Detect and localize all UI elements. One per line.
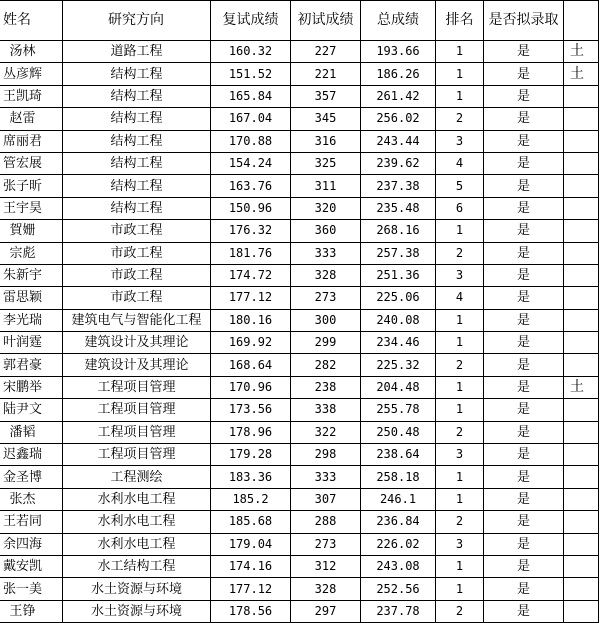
cell-admitted[interactable]: 是 (484, 399, 564, 421)
cell-total-score[interactable]: 268.16 (361, 220, 436, 242)
cell-retest-score[interactable]: 178.56 (211, 600, 291, 622)
cell-retest-score[interactable]: 170.96 (211, 376, 291, 398)
cell-name[interactable]: 賀姗 (0, 220, 63, 242)
cell-direction[interactable]: 工程项目管理 (63, 421, 211, 443)
cell-initial-score[interactable]: 238 (291, 376, 361, 398)
cell-admitted[interactable]: 是 (484, 578, 564, 600)
cell-initial-score[interactable]: 333 (291, 242, 361, 264)
table-row (0, 466, 599, 488)
cell-retest-score[interactable]: 180.16 (211, 309, 291, 331)
cell-direction[interactable]: 市政工程 (63, 264, 211, 286)
cell-admitted[interactable]: 是 (484, 376, 564, 398)
header-initial-score[interactable]: 初试成绩 (291, 1, 361, 41)
cell-direction[interactable]: 水土资源与环境 (63, 578, 211, 600)
cell-extra[interactable] (564, 220, 599, 242)
cell-direction[interactable]: 结构工程 (63, 130, 211, 152)
cell-name[interactable]: 席丽君 (0, 130, 63, 152)
cell-name[interactable]: 管宏展 (0, 152, 63, 174)
cell-rank[interactable]: 1 (436, 85, 484, 107)
cell-initial-score[interactable]: 288 (291, 511, 361, 533)
cell-initial-score[interactable]: 299 (291, 332, 361, 354)
cell-retest-score[interactable]: 168.64 (211, 354, 291, 376)
cell-total-score[interactable]: 186.26 (361, 63, 436, 85)
cell-rank[interactable]: 1 (436, 41, 484, 63)
cell-name[interactable]: 宋鹏举 (0, 376, 63, 398)
cell-admitted[interactable]: 是 (484, 63, 564, 85)
header-rank[interactable]: 排名 (436, 1, 484, 41)
cell-total-score[interactable]: 243.44 (361, 130, 436, 152)
cell-retest-score[interactable]: 169.92 (211, 332, 291, 354)
cell-initial-score[interactable]: 338 (291, 399, 361, 421)
cell-total-score[interactable]: 256.02 (361, 108, 436, 130)
cell-admitted[interactable]: 是 (484, 555, 564, 577)
cell-retest-score[interactable]: 179.04 (211, 533, 291, 555)
cell-name[interactable]: 汤林 (0, 41, 63, 63)
table-row (0, 555, 599, 577)
cell-rank[interactable]: 3 (436, 264, 484, 286)
cell-extra[interactable] (564, 600, 599, 622)
table-row (0, 354, 599, 376)
cell-rank[interactable]: 2 (436, 511, 484, 533)
cell-total-score[interactable]: 193.66 (361, 41, 436, 63)
table-row (0, 220, 599, 242)
cell-name[interactable]: 张杰 (0, 488, 63, 510)
cell-retest-score[interactable]: 179.28 (211, 444, 291, 466)
cell-retest-score[interactable]: 163.76 (211, 175, 291, 197)
cell-total-score[interactable]: 204.48 (361, 376, 436, 398)
cell-extra[interactable] (564, 264, 599, 286)
cell-extra[interactable] (564, 309, 599, 331)
cell-initial-score[interactable]: 320 (291, 197, 361, 219)
cell-rank[interactable]: 2 (436, 108, 484, 130)
cell-extra[interactable] (564, 130, 599, 152)
cell-name[interactable]: 戴安凯 (0, 555, 63, 577)
header-extra[interactable] (564, 1, 599, 41)
cell-direction[interactable]: 工程项目管理 (63, 376, 211, 398)
cell-admitted[interactable]: 是 (484, 354, 564, 376)
cell-extra[interactable] (564, 444, 599, 466)
cell-extra[interactable] (564, 197, 599, 219)
cell-total-score[interactable]: 239.62 (361, 152, 436, 174)
cell-name[interactable]: 叶润霆 (0, 332, 63, 354)
cell-direction[interactable]: 建筑设计及其理论 (63, 354, 211, 376)
cell-name[interactable]: 王若同 (0, 511, 63, 533)
cell-name[interactable]: 朱新宇 (0, 264, 63, 286)
cell-rank[interactable]: 1 (436, 399, 484, 421)
cell-rank[interactable]: 1 (436, 332, 484, 354)
cell-retest-score[interactable]: 185.68 (211, 511, 291, 533)
cell-name[interactable]: 金圣博 (0, 466, 63, 488)
cell-name[interactable]: 雷思颖 (0, 287, 63, 309)
cell-retest-score[interactable]: 177.12 (211, 287, 291, 309)
cell-direction[interactable]: 水工结构工程 (63, 555, 211, 577)
cell-admitted[interactable]: 是 (484, 220, 564, 242)
table-row (0, 108, 599, 130)
cell-initial-score[interactable]: 325 (291, 152, 361, 174)
cell-name[interactable]: 迟鑫瑞 (0, 444, 63, 466)
cell-initial-score[interactable]: 297 (291, 600, 361, 622)
cell-direction[interactable]: 市政工程 (63, 287, 211, 309)
cell-rank[interactable]: 1 (436, 488, 484, 510)
cell-initial-score[interactable]: 227 (291, 41, 361, 63)
cell-direction[interactable]: 道路工程 (63, 41, 211, 63)
cell-name[interactable]: 潘韬 (0, 421, 63, 443)
cell-direction[interactable]: 结构工程 (63, 108, 211, 130)
cell-initial-score[interactable]: 322 (291, 421, 361, 443)
cell-direction[interactable]: 结构工程 (63, 175, 211, 197)
cell-initial-score[interactable]: 328 (291, 264, 361, 286)
cell-name[interactable]: 李光瑞 (0, 309, 63, 331)
cell-rank[interactable]: 4 (436, 152, 484, 174)
cell-admitted[interactable]: 是 (484, 511, 564, 533)
cell-rank[interactable]: 1 (436, 466, 484, 488)
cell-initial-score[interactable]: 333 (291, 466, 361, 488)
cell-extra[interactable]: 土 (564, 376, 599, 398)
cell-retest-score[interactable]: 185.2 (211, 488, 291, 510)
cell-extra[interactable] (564, 555, 599, 577)
table-row (0, 152, 599, 174)
cell-extra[interactable] (564, 466, 599, 488)
table-row (0, 175, 599, 197)
cell-rank[interactable]: 3 (436, 533, 484, 555)
cell-direction[interactable]: 水利水电工程 (63, 533, 211, 555)
cell-retest-score[interactable]: 167.04 (211, 108, 291, 130)
cell-name[interactable]: 张子昕 (0, 175, 63, 197)
cell-extra[interactable] (564, 488, 599, 510)
cell-extra[interactable] (564, 175, 599, 197)
cell-rank[interactable]: 4 (436, 287, 484, 309)
header-retest-score[interactable]: 复试成绩 (211, 1, 291, 41)
cell-name[interactable]: 丛彦辉 (0, 63, 63, 85)
cell-rank[interactable]: 1 (436, 309, 484, 331)
table-row (0, 63, 599, 85)
cell-direction[interactable]: 结构工程 (63, 197, 211, 219)
cell-total-score[interactable]: 258.18 (361, 466, 436, 488)
header-row (0, 1, 599, 41)
cell-extra[interactable] (564, 511, 599, 533)
cell-retest-score[interactable]: 183.36 (211, 466, 291, 488)
cell-rank[interactable]: 3 (436, 444, 484, 466)
table-row (0, 287, 599, 309)
table-row (0, 578, 599, 600)
header-total-score[interactable]: 总成绩 (361, 1, 436, 41)
cell-initial-score[interactable]: 316 (291, 130, 361, 152)
cell-initial-score[interactable]: 298 (291, 444, 361, 466)
cell-retest-score[interactable]: 178.96 (211, 421, 291, 443)
table-row (0, 421, 599, 443)
table-row (0, 399, 599, 421)
cell-extra[interactable] (564, 399, 599, 421)
cell-rank[interactable]: 1 (436, 376, 484, 398)
cell-admitted[interactable]: 是 (484, 444, 564, 466)
cell-initial-score[interactable]: 360 (291, 220, 361, 242)
cell-rank[interactable]: 2 (436, 421, 484, 443)
cell-rank[interactable]: 2 (436, 600, 484, 622)
cell-extra[interactable] (564, 533, 599, 555)
cell-direction[interactable]: 市政工程 (63, 242, 211, 264)
table-row (0, 533, 599, 555)
cell-rank[interactable]: 3 (436, 130, 484, 152)
cell-total-score[interactable]: 252.56 (361, 578, 436, 600)
cell-admitted[interactable]: 是 (484, 175, 564, 197)
table-row (0, 242, 599, 264)
cell-admitted[interactable]: 是 (484, 287, 564, 309)
cell-total-score[interactable]: 237.38 (361, 175, 436, 197)
cell-admitted[interactable]: 是 (484, 85, 564, 107)
cell-direction[interactable]: 水土资源与环境 (63, 600, 211, 622)
table-row (0, 376, 599, 398)
cell-initial-score[interactable]: 300 (291, 309, 361, 331)
cell-total-score[interactable]: 261.42 (361, 85, 436, 107)
cell-extra[interactable] (564, 578, 599, 600)
cell-initial-score[interactable]: 311 (291, 175, 361, 197)
cell-name[interactable]: 余四海 (0, 533, 63, 555)
cell-total-score[interactable]: 237.78 (361, 600, 436, 622)
cell-direction[interactable]: 水利水电工程 (63, 511, 211, 533)
cell-admitted[interactable]: 是 (484, 242, 564, 264)
cell-direction[interactable]: 水利水电工程 (63, 488, 211, 510)
cell-initial-score[interactable]: 273 (291, 287, 361, 309)
cell-total-score[interactable]: 225.06 (361, 287, 436, 309)
cell-total-score[interactable]: 243.08 (361, 555, 436, 577)
cell-direction[interactable]: 建筑电气与智能化工程 (63, 309, 211, 331)
table-row (0, 85, 599, 107)
cell-name[interactable]: 陆尹文 (0, 399, 63, 421)
cell-initial-score[interactable]: 345 (291, 108, 361, 130)
cell-admitted[interactable]: 是 (484, 108, 564, 130)
cell-admitted[interactable]: 是 (484, 41, 564, 63)
cell-admitted[interactable]: 是 (484, 264, 564, 286)
cell-direction[interactable]: 建筑设计及其理论 (63, 332, 211, 354)
cell-retest-score[interactable]: 154.24 (211, 152, 291, 174)
cell-total-score[interactable]: 236.84 (361, 511, 436, 533)
table-row (0, 41, 599, 63)
cell-rank[interactable]: 1 (436, 63, 484, 85)
cell-name[interactable]: 王铮 (0, 600, 63, 622)
cell-admitted[interactable]: 是 (484, 152, 564, 174)
cell-total-score[interactable]: 225.32 (361, 354, 436, 376)
cell-name[interactable]: 郭君豪 (0, 354, 63, 376)
cell-admitted[interactable]: 是 (484, 309, 564, 331)
table-row (0, 332, 599, 354)
cell-retest-score[interactable]: 174.16 (211, 555, 291, 577)
cell-admitted[interactable]: 是 (484, 600, 564, 622)
cell-rank[interactable]: 2 (436, 354, 484, 376)
cell-extra[interactable]: 土 (564, 63, 599, 85)
cell-rank[interactable]: 1 (436, 555, 484, 577)
cell-retest-score[interactable]: 174.72 (211, 264, 291, 286)
cell-direction[interactable]: 结构工程 (63, 152, 211, 174)
cell-initial-score[interactable]: 273 (291, 533, 361, 555)
table-row (0, 511, 599, 533)
cell-total-score[interactable]: 240.08 (361, 309, 436, 331)
cell-direction[interactable]: 工程项目管理 (63, 399, 211, 421)
header-admitted[interactable]: 是否拟录取 (484, 1, 564, 41)
cell-retest-score[interactable]: 177.12 (211, 578, 291, 600)
cell-retest-score[interactable]: 173.56 (211, 399, 291, 421)
table-row (0, 130, 599, 152)
cell-retest-score[interactable]: 151.52 (211, 63, 291, 85)
cell-initial-score[interactable]: 282 (291, 354, 361, 376)
cell-rank[interactable]: 6 (436, 197, 484, 219)
cell-extra[interactable] (564, 242, 599, 264)
cell-total-score[interactable]: 255.78 (361, 399, 436, 421)
cell-retest-score[interactable]: 165.84 (211, 85, 291, 107)
cell-retest-score[interactable]: 160.32 (211, 41, 291, 63)
table-row (0, 444, 599, 466)
cell-total-score[interactable]: 234.46 (361, 332, 436, 354)
cell-extra[interactable]: 土 (564, 41, 599, 63)
cell-extra[interactable] (564, 287, 599, 309)
cell-admitted[interactable]: 是 (484, 197, 564, 219)
cell-direction[interactable]: 工程项目管理 (63, 444, 211, 466)
cell-name[interactable]: 王凯琦 (0, 85, 63, 107)
cell-name[interactable]: 王宇昊 (0, 197, 63, 219)
cell-total-score[interactable]: 246.1 (361, 488, 436, 510)
cell-admitted[interactable]: 是 (484, 130, 564, 152)
cell-extra[interactable] (564, 354, 599, 376)
cell-name[interactable]: 张一美 (0, 578, 63, 600)
cell-direction[interactable]: 市政工程 (63, 220, 211, 242)
cell-total-score[interactable]: 226.02 (361, 533, 436, 555)
table-row (0, 309, 599, 331)
cell-admitted[interactable]: 是 (484, 332, 564, 354)
cell-retest-score[interactable]: 170.88 (211, 130, 291, 152)
cell-name[interactable]: 宗彪 (0, 242, 63, 264)
cell-extra[interactable] (564, 332, 599, 354)
cell-extra[interactable] (564, 152, 599, 174)
cell-total-score[interactable]: 251.36 (361, 264, 436, 286)
cell-direction[interactable]: 结构工程 (63, 85, 211, 107)
header-name[interactable]: 姓名 (0, 1, 63, 41)
cell-rank[interactable]: 1 (436, 578, 484, 600)
cell-direction[interactable]: 工程测绘 (63, 466, 211, 488)
cell-total-score[interactable]: 235.48 (361, 197, 436, 219)
cell-rank[interactable]: 1 (436, 220, 484, 242)
cell-total-score[interactable]: 257.38 (361, 242, 436, 264)
cell-rank[interactable]: 2 (436, 242, 484, 264)
cell-extra[interactable] (564, 108, 599, 130)
cell-initial-score[interactable]: 312 (291, 555, 361, 577)
cell-retest-score[interactable]: 176.32 (211, 220, 291, 242)
cell-initial-score[interactable]: 328 (291, 578, 361, 600)
cell-extra[interactable] (564, 85, 599, 107)
table-row (0, 264, 599, 286)
cell-name[interactable]: 赵雷 (0, 108, 63, 130)
cell-total-score[interactable]: 238.64 (361, 444, 436, 466)
cell-retest-score[interactable]: 181.76 (211, 242, 291, 264)
cell-total-score[interactable]: 250.48 (361, 421, 436, 443)
cell-initial-score[interactable]: 221 (291, 63, 361, 85)
cell-rank[interactable]: 5 (436, 175, 484, 197)
table-row (0, 197, 599, 219)
cell-retest-score[interactable]: 150.96 (211, 197, 291, 219)
cell-admitted[interactable]: 是 (484, 421, 564, 443)
cell-extra[interactable] (564, 421, 599, 443)
cell-admitted[interactable]: 是 (484, 466, 564, 488)
cell-direction[interactable]: 结构工程 (63, 63, 211, 85)
cell-initial-score[interactable]: 307 (291, 488, 361, 510)
cell-admitted[interactable]: 是 (484, 488, 564, 510)
cell-admitted[interactable]: 是 (484, 533, 564, 555)
table-row (0, 488, 599, 510)
table-row (0, 600, 599, 622)
header-direction[interactable]: 研究方向 (63, 1, 211, 41)
cell-initial-score[interactable]: 357 (291, 85, 361, 107)
